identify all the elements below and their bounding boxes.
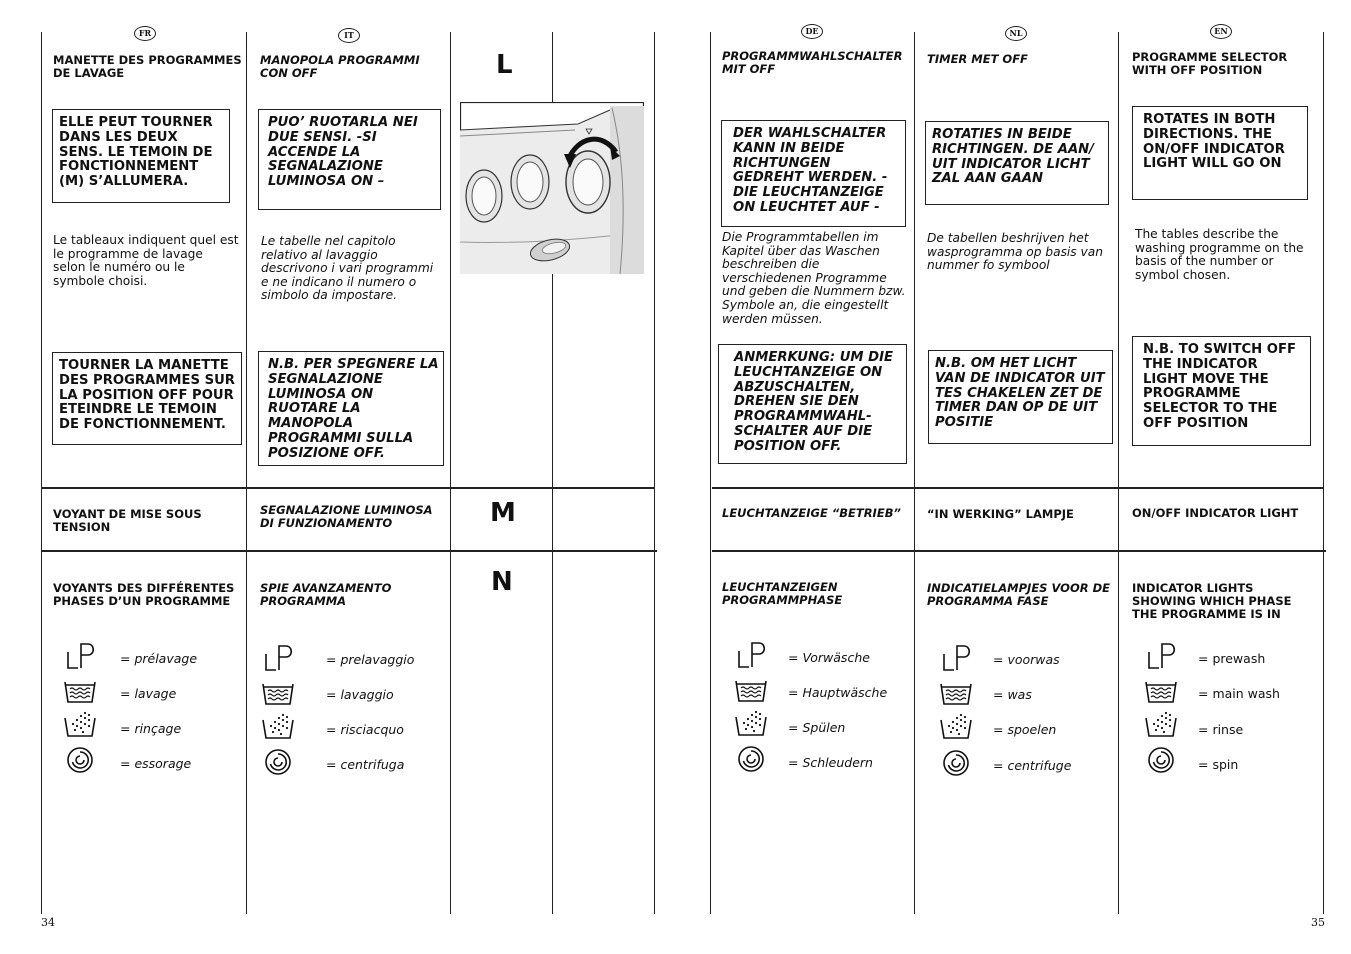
it-on-indicator-title: SEGNALAZIONE LUMINOSA DI FUNZIONAMENTO <box>260 503 433 530</box>
en-legend-prewash: = prewash <box>1198 651 1266 666</box>
programme-selector-illustration <box>460 102 644 274</box>
prewash-icon <box>735 641 769 669</box>
fr-rotation-note: ELLE PEUT TOURNER DANS LES DEUX SENS. LE TEMOIN DE FONCTIONNEMENT (M) S’ALLUMERA. <box>52 109 230 203</box>
de-selector-title: PROGRAMMWAHLSCHALTER MIT OFF <box>722 49 903 76</box>
prewash-icon <box>940 644 974 672</box>
de-table-description: Die Programmtabellen im Kapitel über das Waschen beschreiben die verschiedenen Programme und geben die Nummern bzw. Symbole an, die eingestellt werden müssen. <box>722 230 906 326</box>
spin-icon <box>262 748 296 776</box>
column-rule <box>450 32 451 914</box>
fr-table-description: Le tableaux indiquent quel est le programme de lavage selon le numéro ou le symbole choisi. <box>53 233 239 288</box>
nl-legend-rinse: = spoelen <box>993 722 1057 737</box>
prewash-icon <box>64 642 98 670</box>
main-wash-icon <box>261 680 295 708</box>
prewash-icon <box>262 644 296 672</box>
page-number-left: 34 <box>41 916 55 929</box>
rinse-icon <box>63 710 97 738</box>
fr-legend-wash: = lavage <box>120 686 177 701</box>
nl-on-indicator-title: “IN WERKING” LAMPJE <box>927 507 1074 521</box>
column-rule <box>710 32 711 914</box>
en-legend-wash: = main wash <box>1198 686 1280 701</box>
main-wash-icon <box>63 678 97 706</box>
nl-legend-wash: = was <box>993 687 1032 702</box>
nl-switch-off-note: N.B. OM HET LICHT VAN DE INDICATOR UIT TES CHAKELEN ZET DE TIMER DAN OP DE UIT POSITIE <box>928 350 1113 444</box>
spin-icon <box>64 746 98 774</box>
de-legend-wash: = Hauptwäsche <box>788 685 888 700</box>
nl-selector-title: TIMER MET OFF <box>927 52 1028 66</box>
language-flag-de: DE <box>801 24 823 39</box>
en-phase-lights-title: INDICATOR LIGHTS SHOWING WHICH PHASE THE PROGRAMME IS IN <box>1132 581 1292 621</box>
language-flag-fr: FR <box>134 26 156 41</box>
spin-icon <box>735 745 769 773</box>
en-switch-off-note: N.B. TO SWITCH OFF THE INDICATOR LIGHT MOVE THE PROGRAMME SELECTOR TO THE OFF POSITION <box>1132 336 1311 446</box>
spin-icon <box>940 749 974 777</box>
nl-rotation-note: ROTATIES IN BEIDE RICHTINGEN. DE AAN/ UIT INDICATOR LICHT ZAL AAN GAAN <box>925 121 1109 205</box>
prewash-icon <box>1145 642 1179 670</box>
column-rule <box>654 32 655 914</box>
column-rule <box>1118 32 1119 914</box>
fr-legend-prewash: = prélavage <box>120 651 198 666</box>
main-wash-icon <box>734 677 768 705</box>
it-legend-wash: = lavaggio <box>326 687 394 702</box>
main-wash-icon <box>939 680 973 708</box>
row-letter-n: N <box>491 567 513 597</box>
fr-phase-lights-title: VOYANTS DES DIFFÉRENTES PHASES D’UN PROGRAMME <box>53 581 235 608</box>
nl-table-description: De tabellen beshrijven het wasprogramma op basis van nummer fo symbool <box>927 231 1103 273</box>
fr-switch-off-note: TOURNER LA MANETTE DES PROGRAMMES SUR LA POSITION OFF POUR ETEINDRE LE TEMOIN DE FONCTIONNEMENT. <box>52 352 242 445</box>
fr-on-indicator-title: VOYANT DE MISE SOUS TENSION <box>53 507 202 534</box>
de-phase-lights-title: LEUCHTANZEIGEN PROGRAMMPHASE <box>722 580 843 607</box>
rinse-icon <box>261 712 295 740</box>
it-rotation-note: PUO’ RUOTARLA NEI DUE SENSI. -SI ACCENDE LA SEGNALAZIONE LUMINOSA ON – <box>258 109 441 210</box>
it-legend-rinse: = risciacquo <box>326 722 404 737</box>
column-rule <box>41 32 42 914</box>
nl-phase-lights-title: INDICATIELAMPJES VOOR DE PROGRAMMA FASE <box>927 581 1110 608</box>
rinse-icon <box>939 712 973 740</box>
de-legend-spin: = Schleudern <box>788 755 873 770</box>
it-table-description: Le tabelle nel capitolo relativo al lavaggio descrivono i vari programmi e ne indicano il numero o simbolo da impostare. <box>261 234 434 303</box>
de-legend-rinse: = Spülen <box>788 720 846 735</box>
main-wash-icon <box>1144 678 1178 706</box>
de-on-indicator-title: LEUCHTANZEIGE “BETRIEB” <box>722 506 901 520</box>
it-legend-prewash: = prelavaggio <box>326 652 415 667</box>
de-switch-off-note: ANMERKUNG: UM DIE LEUCHTANZEIGE ON ABZUSCHALTEN, DREHEN SIE DEN PROGRAMMWAHL- SCHALTER AUF DIE POSITION OFF. <box>718 344 907 464</box>
it-switch-off-note: N.B. PER SPEGNERE LA SEGNALAZIONE LUMINOSA ON RUOTARE LA MANOPOLA PROGRAMMI SULLA POSIZIONE OFF. <box>258 351 444 466</box>
fr-legend-rinse: = rinçage <box>120 721 182 736</box>
en-legend-rinse: = rinse <box>1198 722 1244 737</box>
de-legend-prewash: = Vorwäsche <box>788 650 870 665</box>
rinse-icon <box>1144 710 1178 738</box>
row-rule <box>712 550 1326 552</box>
column-rule <box>914 32 915 914</box>
nl-legend-prewash: = voorwas <box>993 652 1060 667</box>
language-flag-nl: NL <box>1005 26 1027 41</box>
en-rotation-note: ROTATES IN BOTH DIRECTIONS. THE ON/OFF INDICATOR LIGHT WILL GO ON <box>1132 106 1308 200</box>
row-rule <box>41 487 655 489</box>
fr-selector-title: MANETTE DES PROGRAMMES DE LAVAGE <box>53 53 242 80</box>
column-rule <box>246 32 247 914</box>
column-rule <box>1323 32 1324 914</box>
row-letter-m: M <box>490 498 516 528</box>
language-flag-en: EN <box>1210 24 1232 39</box>
row-rule <box>712 487 1324 489</box>
it-legend-spin: = centrifuga <box>326 757 405 772</box>
row-letter-l: L <box>496 50 513 80</box>
nl-legend-spin: = centrifuge <box>993 758 1072 773</box>
en-table-description: The tables describe the washing programme on the basis of the number or symbol chosen. <box>1135 227 1304 282</box>
it-phase-lights-title: SPIE AVANZAMENTO PROGRAMMA <box>260 581 392 608</box>
spin-icon <box>1145 746 1179 774</box>
en-on-indicator-title: ON/OFF INDICATOR LIGHT <box>1132 506 1299 520</box>
it-selector-title: MANOPOLA PROGRAMMI CON OFF <box>260 53 420 80</box>
de-rotation-note: DER WAHLSCHALTER KANN IN BEIDE RICHTUNGEN GEDREHT WERDEN. - DIE LEUCHTANZEIGE ON LEUCHTET AUF - <box>721 120 906 227</box>
page-number-right: 35 <box>1311 916 1325 929</box>
en-selector-title: PROGRAMME SELECTOR WITH OFF POSITION <box>1132 50 1288 77</box>
rinse-icon <box>734 709 768 737</box>
language-flag-it: IT <box>338 28 360 43</box>
fr-legend-spin: = essorage <box>120 756 192 771</box>
en-legend-spin: = spin <box>1198 757 1239 772</box>
row-rule <box>41 550 657 552</box>
